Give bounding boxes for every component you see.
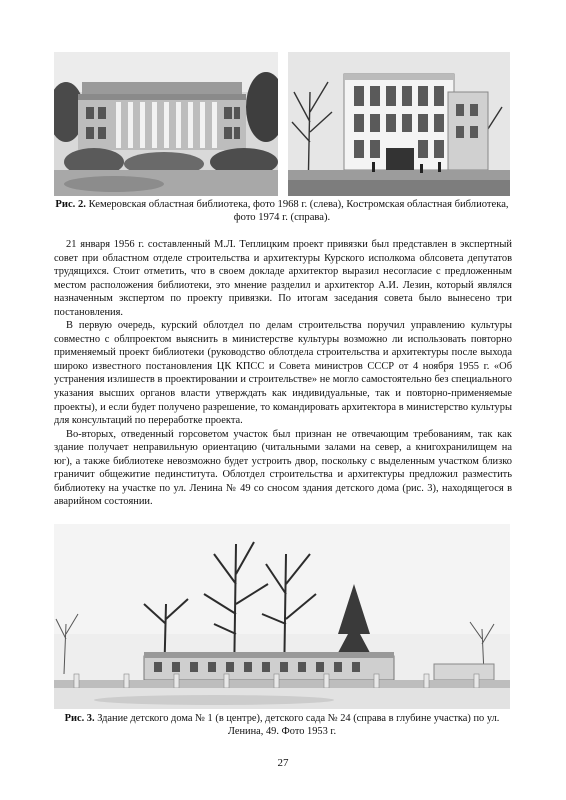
figure-2-label: Рис. 2. [55,199,86,210]
paragraph: 21 января 1956 г. составленный М.Л. Теплицким проект привязки был представлен в экспертный совет при областном отделе строительства и архитектуры Курского исполкома облсовета депутатов трудящихся. Стоит отметить, что в своем докладе архитектор выразил несогласие с предложенным местом расположения библиотеки, это мнение разделил и архитектор А.И. Лезин, который являлся назначенным экспертом по проекту привязки. По итогам заседания совета было вынесено три постановления. [54,239,512,318]
kemerovo-library-photo [54,52,278,196]
article-body [54,238,512,509]
figure-3-caption [54,712,510,739]
paragraph: Во-вторых, отведенный горсоветом участок был признан не отвечающим требованиям, так как здание получает неправильную ориентацию (читальными залами на север, а книгохранилищем на юг), а также библиотеке невозможно будет устроить двор, поскольку с выделенным участком близко граничит общежитие пединститута. Облотдел строительства и архитектуры предложил разместить библиотеку на участке по ул. Ленина № 49 со сносом здания детского дома (рис. 3), находящегося в аварийном состоянии. [54,428,512,508]
figure-3-caption-text: Здание детского дома № 1 (в центре), детского сада № 24 (справа в глубине участка) по ул. Ленина, 49. Фото 1953 г. [97,713,500,738]
figure-3-label: Рис. 3. [64,713,95,724]
page-number: 27 [277,757,289,769]
figure-2-caption [54,198,510,225]
orphanage-building-photo [54,524,510,709]
figure-2-caption-text: Кемеровская областная библиотека, фото 1968 г. (слева), Костромская областная библиотека, фото 1974 г. (справа). [88,199,509,224]
paragraph: В первую очередь, курский облотдел по делам строительства поручил управлению культуры совместно с облпроектом выяснить в министерстве культуры возможно ли использовать повторно применяемый проект библиотеки (руководство облотдела строительства и архитектуры после выхода широко известного постановления ЦК КПСС и Совета министров СССР от 4 ноября 1955 г. «Об устранения излишеств в проектировании и строительстве» не могло самостоятельно без специального указания высших органов власти утверждать как индивидуальные, так и повторно-применяемые проекты), и если будет получено разрешение, то командировать архитектора в министерство культуры для консультаций по переработке проекта. [54,320,512,427]
kostroma-library-photo [288,52,510,196]
